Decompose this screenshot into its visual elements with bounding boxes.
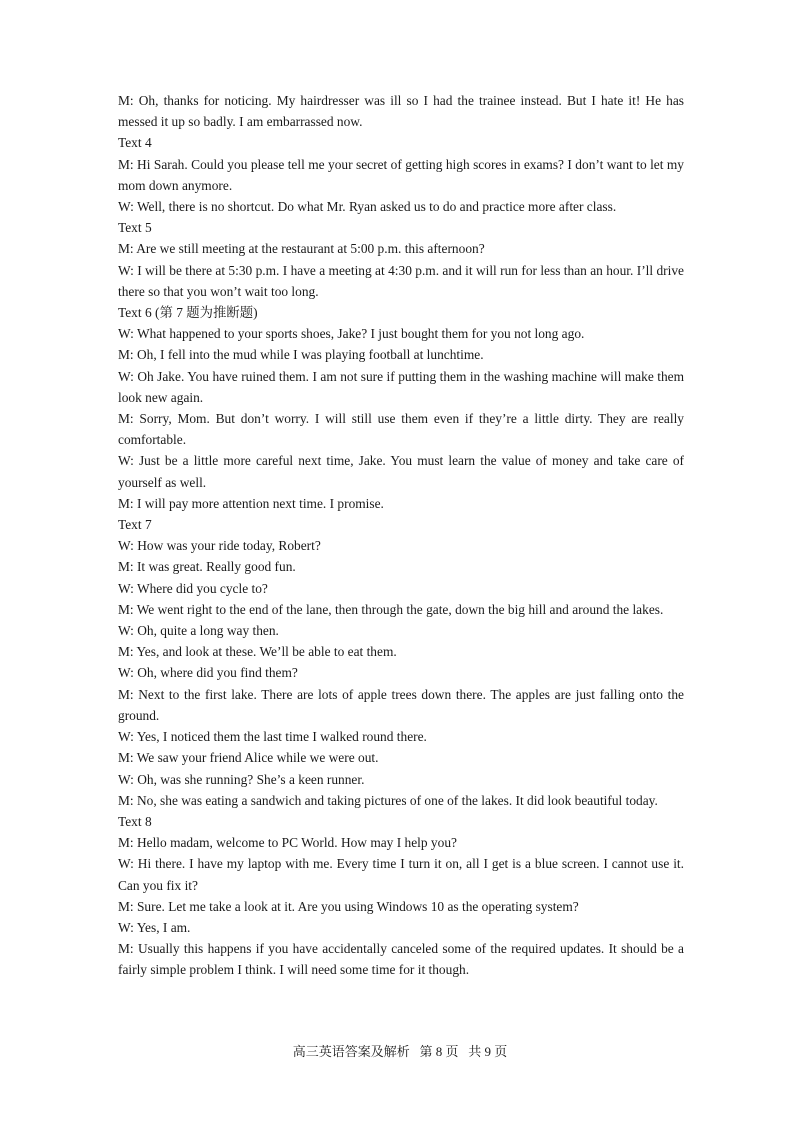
- footer-total-pages: 共 9 页: [468, 1044, 508, 1059]
- dialogue-line: W: Yes, I am.: [118, 919, 191, 935]
- page-footer: [0, 1041, 800, 1060]
- dialogue-line: W: Just be a little more careful next time, Jake. You must learn the value of money and take care of yourself as well.: [118, 453, 684, 490]
- dialogue-line: W: I will be there at 5:30 p.m. I have a meeting at 4:30 p.m. and it will run for less than an hour. I’ll drive there so that you won’t wait too long.: [118, 262, 684, 299]
- section-heading: Text 6 (第 7 题为推断题): [118, 305, 258, 321]
- dialogue-line: W: What happened to your sports shoes, Jake? I just bought them for you not long ago.: [118, 326, 585, 342]
- dialogue-line: M: No, she was eating a sandwich and taking pictures of one of the lakes. It did look beautiful today.: [118, 792, 658, 808]
- dialogue-line: M: Oh, I fell into the mud while I was playing football at lunchtime.: [118, 347, 484, 363]
- section-heading: Text 7: [118, 517, 152, 533]
- dialogue-line: W: Well, there is no shortcut. Do what Mr. Ryan asked us to do and practice more after class.: [118, 199, 617, 215]
- dialogue-line: M: Next to the first lake. There are lots of apple trees down there. The apples are just falling onto the ground.: [118, 686, 684, 723]
- dialogue-line: M: Usually this happens if you have accidentally canceled some of the required updates. It should be a fairly simple problem I think. I will need some time for it though.: [118, 941, 684, 978]
- dialogue-line: W: Oh Jake. You have ruined them. I am not sure if putting them in the washing machine will make them look new again.: [118, 368, 684, 405]
- dialogue-line: W: Where did you cycle to?: [118, 580, 268, 596]
- dialogue-line: M: Are we still meeting at the restaurant at 5:00 p.m. this afternoon?: [118, 241, 485, 257]
- footer-title: 高三英语答案及解析: [292, 1044, 410, 1059]
- dialogue-line: W: Hi there. I have my laptop with me. Every time I turn it on, all I get is a blue screen. I cannot use it. Can you fix it?: [118, 856, 684, 893]
- dialogue-line: M: Sure. Let me take a look at it. Are you using Windows 10 as the operating system?: [118, 898, 579, 914]
- footer-page-number: 第 8 页: [419, 1044, 459, 1059]
- dialogue-line: W: Oh, where did you find them?: [118, 665, 298, 681]
- dialogue-line: M: Oh, thanks for noticing. My hairdresser was ill so I had the trainee instead. But I hate it! He has messed it up so badly. I am embarrassed now.: [118, 93, 684, 130]
- section-heading: Text 4: [118, 135, 152, 151]
- transcript-body: [118, 90, 684, 981]
- dialogue-line: M: It was great. Really good fun.: [118, 559, 296, 575]
- dialogue-line: M: Hi Sarah. Could you please tell me your secret of getting high scores in exams? I don’t want to let my mom down anymore.: [118, 156, 684, 193]
- dialogue-line: M: Sorry, Mom. But don’t worry. I will still use them even if they’re a little dirty. They are really comfortable.: [118, 411, 684, 448]
- dialogue-line: M: Yes, and look at these. We’ll be able to eat them.: [118, 644, 397, 660]
- section-heading: Text 8: [118, 813, 152, 829]
- dialogue-line: M: I will pay more attention next time. I promise.: [118, 495, 384, 511]
- dialogue-line: M: We went right to the end of the lane, then through the gate, down the big hill and around the lakes.: [118, 601, 664, 617]
- dialogue-line: W: Oh, quite a long way then.: [118, 623, 279, 639]
- dialogue-line: W: Yes, I noticed them the last time I walked round there.: [118, 729, 427, 745]
- dialogue-line: M: Hello madam, welcome to PC World. How may I help you?: [118, 835, 457, 851]
- dialogue-line: W: How was your ride today, Robert?: [118, 538, 321, 554]
- section-heading: Text 5: [118, 220, 152, 236]
- dialogue-line: M: We saw your friend Alice while we were out.: [118, 750, 379, 766]
- dialogue-line: W: Oh, was she running? She’s a keen runner.: [118, 771, 365, 787]
